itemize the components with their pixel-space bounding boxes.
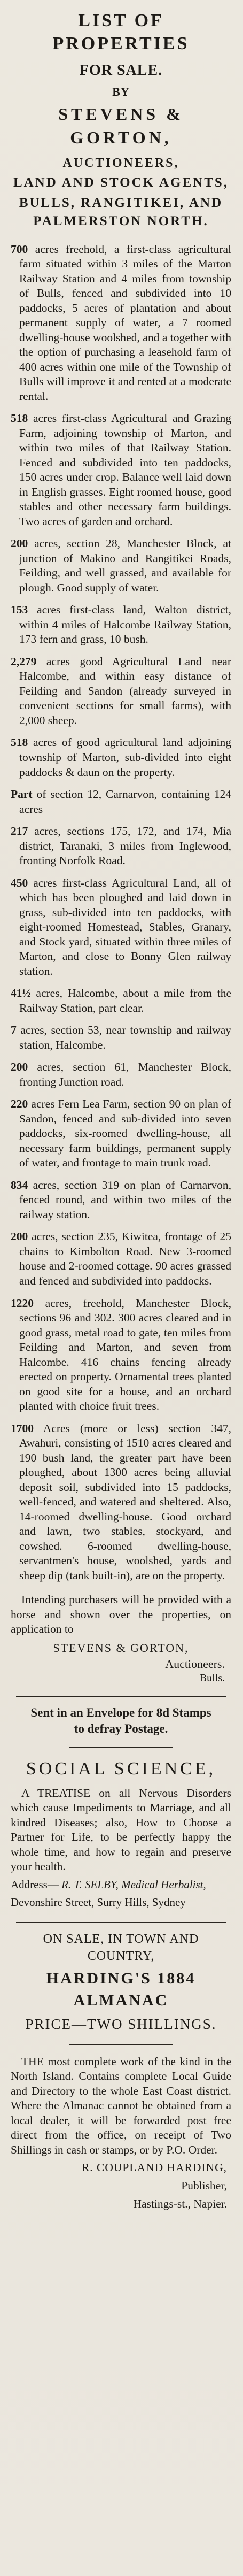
ad-address (11, 1878, 231, 1892)
listing-item (11, 876, 231, 979)
ad-body: A TREATISE on all Nervous Disorders which cause Impediments to Marriage, and all kindred Diseases; also, How to Choose a Partner for Life, to be perfectly happy the whole time, and how to regain and preserve your health. (11, 1786, 231, 1873)
listing-text: acres, section 319 on plan of Carnarvon, fenced round, and within two miles of the railway station. (19, 1178, 231, 1221)
signoff-town: Bulls. (199, 1672, 225, 1684)
listing-item (11, 1296, 231, 1414)
listing-text: acres, freehold, Manchester Block, sections 96 and 302. 300 acres cleared and in good grass, metal road to gate, ten miles from Feilding and Marton, and seven from Halcombe. 416 chains fencing already erected on property. Ornamental trees planted on good site for a house, and an orchard planted with choice fruit trees. (19, 1296, 231, 1413)
listing-text: acres Fern Lea Farm, section 90 on plan of Sandon, fenced and sub-divided into seven paddocks, six-roomed dwelling-house, all necessary farm buildings, permanent supply of water, and frontage to main trunk road. (19, 1097, 231, 1170)
listing-lead: 7 (11, 1024, 17, 1037)
signoff-role: Auctioneers. (165, 1657, 225, 1671)
listing-item (11, 1178, 231, 1222)
listing-item (11, 1421, 231, 1583)
listing-lead: 518 (11, 736, 28, 749)
listing-item (11, 536, 231, 595)
firm-name: STEVENS & GORTON, (58, 104, 184, 147)
properties-header (11, 10, 231, 230)
listing-item (11, 242, 231, 404)
listing-item (11, 655, 231, 728)
listing-item (11, 1097, 231, 1171)
listing-item (11, 1060, 231, 1089)
almanac-line-2: HARDING'S 1884 ALMANAC (46, 1970, 196, 2009)
listing-text: of section 12, Carnarvon, containing 124 acres (19, 788, 232, 816)
almanac-price: PRICE—TWO SHILLINGS. (25, 2016, 217, 2033)
listing-lead: 220 (11, 1097, 28, 1111)
listing-lead: 1220 (11, 1296, 34, 1310)
notice-line-1: Sent in an Envelope for 8d Stamps (30, 1705, 211, 1719)
listing-lead: 217 (11, 825, 28, 838)
listing-text: acres first-class Agricultural and Grazing Farm, adjoining township of Marton, and within two miles of that Railway Station. Fenced and subdivided into ten paddocks, 150 acres under crop. Balance well laid down in English grasses. Eight roomed house, good stables and other necessary farm buildings. Two acres of garden and orchard. (19, 412, 231, 528)
ad-title: SOCIAL SCIENCE, (26, 1758, 216, 1779)
listing-text: acres first-class Agricultural Land, all of which has been ploughed and laid down in grass, sub-divided into ten paddocks, with eight-roomed Homestead, Stables, Granary, and Stock yard, situated within three miles of Marton, and close to Bonny Glen railway station. (19, 876, 231, 978)
listing-item (11, 787, 231, 817)
almanac-body: THE most complete work of the kind in the North Island. Contains complete Local Guide and Directory to the whole East Coast district. Where the Almanac cannot be obtained from a local dealer, it will be forwarded post free direct from the office, on receipt of Two Shillings in cash or stamps, or by P.O. Order. (11, 2055, 231, 2156)
listing-item (11, 1229, 231, 1288)
almanac-signature-role: Publisher, (181, 2179, 227, 2193)
closing-note: Intending purchasers will be provided with a horse and shown over the properties, on application to (11, 1593, 231, 1636)
signoff-firm: STEVENS & GORTON, (53, 1641, 189, 1655)
postage-notice (11, 1705, 231, 1737)
section-divider (69, 1747, 173, 1748)
almanac-ad (11, 1931, 231, 2212)
section-divider (16, 1922, 226, 1923)
listing-item (11, 1023, 231, 1052)
listing-text: acres, Halcombe, about a mile from the Railway Station, part clear. (19, 987, 231, 1014)
ad-address-label: Address— (11, 1878, 59, 1891)
ad-address-name: R. T. SELBY, Medical Herbalist, (61, 1878, 206, 1891)
listings (11, 242, 231, 1583)
listing-lead: 834 (11, 1178, 28, 1191)
listing-lead: 2,279 (11, 655, 37, 668)
listing-item (11, 824, 231, 868)
listing-text: acres, section 61, Manchester Block, fronting Junction road. (19, 1060, 232, 1088)
listing-lead: 700 (11, 242, 28, 256)
listing-item (11, 603, 231, 647)
listing-item (11, 735, 231, 780)
section-divider (16, 1696, 226, 1697)
listing-text: acres, section 53, near township and railway station, Halcombe. (19, 1024, 231, 1051)
listing-text: acres good Agricultural Land near Halcombe, and within easy distance of Feilding and Sandon (already surveyed in convenient sections for small farms), with 2,000 sheep. (19, 655, 231, 727)
listing-text: acres, section 235, Kiwitea, frontage of 25 chains to Kimbolton Road. New 3-roomed house and 2-roomed cottage. 90 acres grassed and fenced and subdivided into paddocks. (19, 1230, 231, 1287)
by-line: BY (112, 84, 130, 98)
listing-lead: 41½ (11, 987, 31, 1000)
listing-lead: 450 (11, 876, 28, 889)
for-sale-heading: FOR SALE. (79, 62, 163, 79)
listing-text: Acres (more or less) section 347, Awahuri, consisting of 1510 acres cleared and 190 bush land, the greater part have been ploughed, about 1300 acres being alluvial deposit soil, subdivided into 15 paddocks, well-fenced, and watered and sheltered. Also, 14-roomed dwelling-house. Good orchard and lawn, two stables, stockyard, and cowshed. 6-roomed dwelling-house, servantmen's house, woolshed, yards and sheep dip (tank built-in), are on the property. (19, 1421, 231, 1582)
listing-lead: 153 (11, 603, 28, 617)
firm-agents: LAND AND STOCK AGENTS, (13, 175, 229, 190)
section-divider (69, 2044, 173, 2045)
almanac-line-1: ON SALE, IN TOWN AND COUNTRY, (43, 1932, 199, 1963)
almanac-signature-name: R. COUPLAND HARDING, (81, 2161, 227, 2174)
listing-text: acres, section 28, Manchester Block, at junction of Makino and Rangitikei Roads, Feilding, and well grassed, and available for plough. Good supply of water. (19, 537, 232, 594)
listing-item (11, 986, 231, 1016)
listing-lead: 518 (11, 412, 28, 425)
listing-lead: 200 (11, 537, 28, 550)
social-science-ad (11, 1757, 231, 1910)
ad-address-street-line (11, 1895, 231, 1910)
list-title: LIST OF PROPERTIES (52, 11, 190, 53)
firm-role: AUCTIONEERS, (62, 156, 179, 170)
listing-text: acres first-class land, Walton district, within 4 miles of Halcombe Railway Station, 173 fern and grass, 10 bush. (19, 603, 231, 646)
listing-lead: Part (11, 788, 33, 801)
listing-text: acres of good agricultural land adjoining township of Marton, sub-divided into eight paddocks & daun on the property. (19, 736, 232, 779)
listing-item (11, 411, 231, 529)
listing-text: acres, sections 175, 172, and 174, Mia district, Taranaki, 3 miles from Inglewood, fronting Norfolk Road. (19, 825, 231, 867)
almanac-signature-town: Hastings-st., Napier. (133, 2197, 227, 2211)
listing-text: acres freehold, a first-class agricultural farm situated within 3 miles of the Marton Railway Station and 4 miles from township of Bulls, fenced and subdivided into 10 paddocks, 5 acres of plantation and about permanent supply of water, a 7 roomed dwelling-house woolshed, and a together with the option of purchasing a leasehold farm of 400 acres within one mile of the Township of Bulls will improve it and rented at a moderate rental. (19, 242, 231, 403)
listing-lead: 200 (11, 1230, 28, 1243)
listing-lead: 200 (11, 1060, 28, 1074)
notice-line-2: to defray Postage. (74, 1721, 168, 1735)
ad-address-street: Devonshire Street, Surry Hills, Sydney (11, 1896, 186, 1909)
listing-lead: 1700 (11, 1421, 34, 1435)
firm-address: BULLS, RANGITIKEI, AND PALMERSTON NORTH. (19, 196, 223, 228)
